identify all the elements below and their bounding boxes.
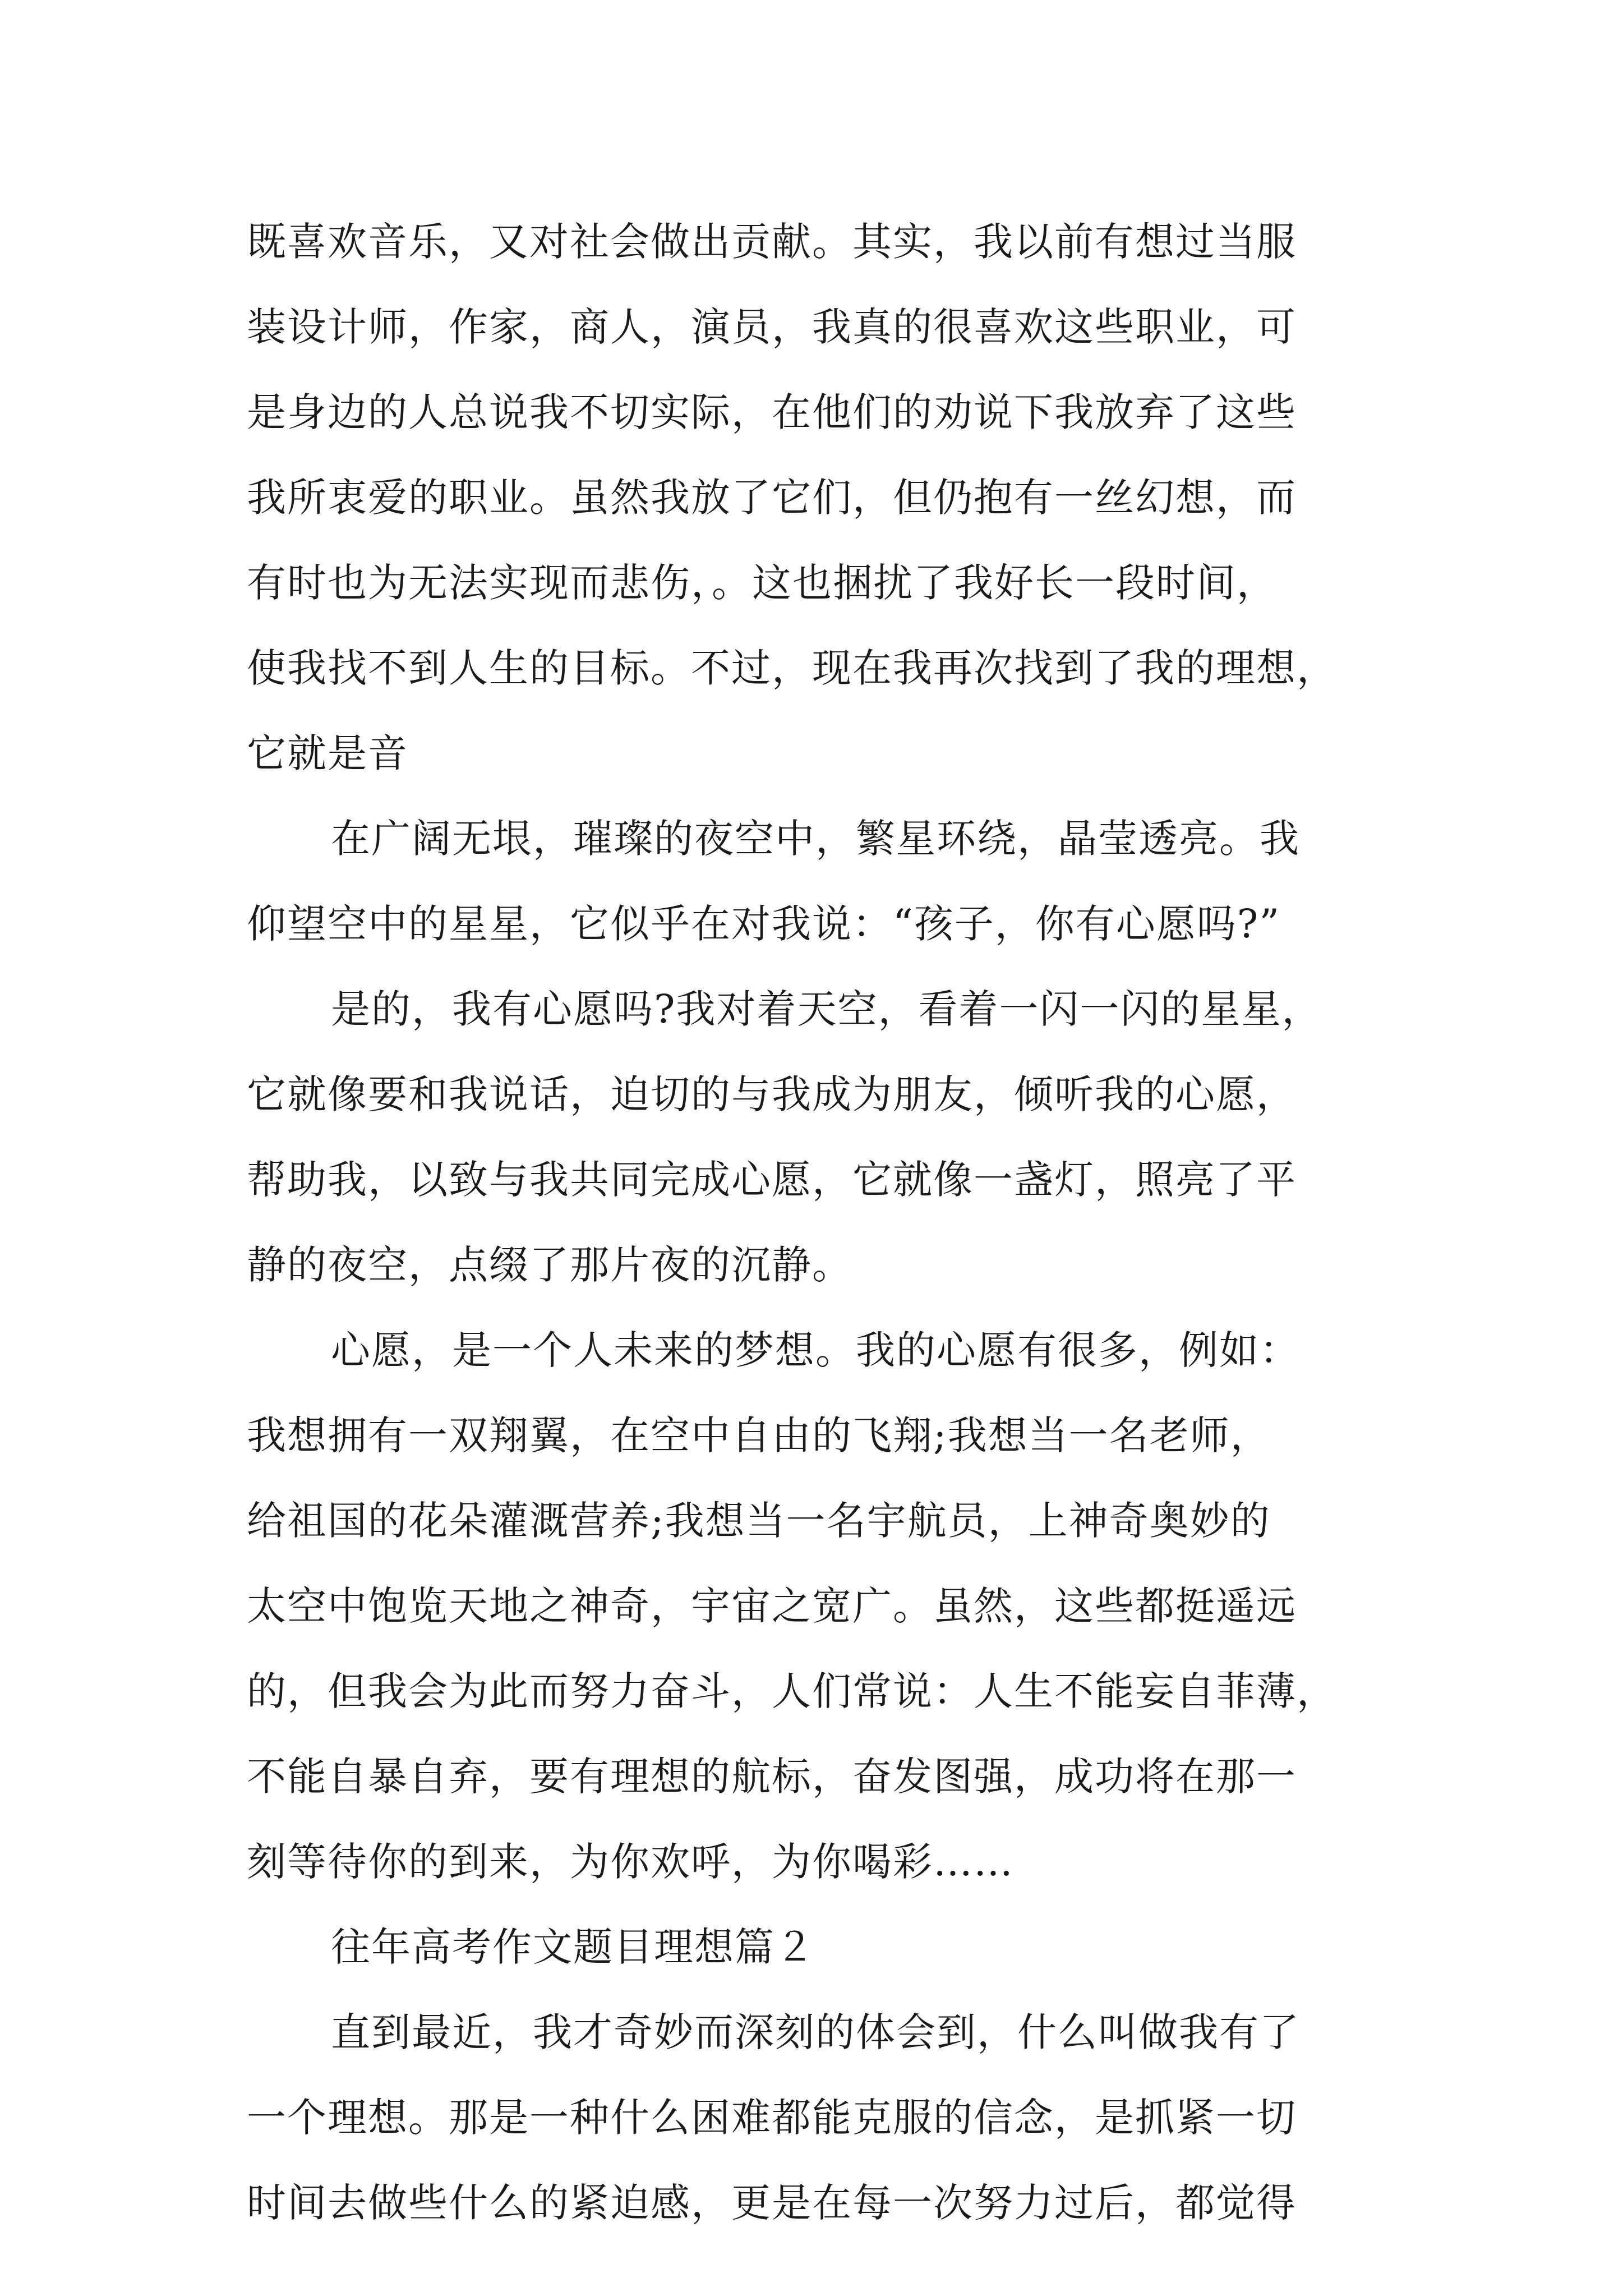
text-line: 既喜欢音乐，又对社会做出贡献。其实，我以前有想过当服 (247, 219, 1297, 265)
document-page (247, 199, 1385, 2246)
paragraph-3 (247, 967, 1385, 1308)
text-line: 心愿，是一个人未来的梦想。我的心愿有很多，例如： (331, 1327, 1300, 1373)
text-line: 不能自暴自弃，要有理想的航标，奋发图强，成功将在那一 (247, 1754, 1297, 1800)
text-line: 太空中饱览天地之神奇，宇宙之宽广。虽然，这些都挺遥远 (247, 1583, 1297, 1629)
text-line: 装设计师，作家，商人，演员，我真的很喜欢这些职业，可 (247, 304, 1297, 350)
text-line: 是的，我有心愿吗?我对着天空，看着一闪一闪的星星， (331, 986, 1322, 1032)
text-line: 给祖国的花朵灌溉营养;我想当一名宇航员，上神奇奥妙的 (247, 1498, 1271, 1544)
paragraph-6 (247, 1990, 1385, 2246)
text-line: 是身边的人总说我不切实际，在他们的劝说下我放弃了这些 (247, 389, 1297, 435)
text-line: 仰望空中的星星，它似乎在对我说：“孩子，你有心愿吗?” (247, 901, 1281, 947)
paragraph-1 (247, 199, 1385, 796)
text-line: 它就是音 (247, 730, 408, 776)
paragraph-4 (247, 1308, 1385, 1904)
heading-text: 往年高考作文题目理想篇２ (331, 1924, 815, 1970)
paragraph-2 (247, 796, 1385, 967)
text-line: 直到最近，我才奇妙而深刻的体会到，什么叫做我有了 (331, 2009, 1300, 2055)
text-line: 帮助我，以致与我共同完成心愿，它就像一盏灯，照亮了平 (247, 1157, 1297, 1203)
text-line: 静的夜空，点缀了那片夜的沉静。 (247, 1242, 852, 1288)
text-line: 在广阔无垠，璀璨的夜空中，繁星环绕，晶莹透亮。我 (331, 816, 1300, 862)
text-line: 时间去做些什么的紧迫感，更是在每一次努力过后，都觉得 (247, 2180, 1297, 2226)
section-heading (247, 1904, 1385, 1990)
text-line: 的，但我会为此而努力奋斗，人们常说：人生不能妄自菲薄， (247, 1668, 1337, 1714)
text-line: 我所衷爱的职业。虽然我放了它们，但仍抱有一丝幻想，而 (247, 475, 1297, 521)
text-line: 它就像要和我说话，迫切的与我成为朋友，倾听我的心愿， (247, 1071, 1297, 1117)
text-line: 一个理想。那是一种什么困难都能克服的信念，是抓紧一切 (247, 2095, 1297, 2141)
text-line: 刻等待你的到来，为你欢呼，为你喝彩…… (247, 1839, 1014, 1885)
text-line: 我想拥有一双翔翼，在空中自由的飞翔;我想当一名老师， (247, 1412, 1271, 1458)
text-line: 使我找不到人生的目标。不过，现在我再次找到了我的理想， (247, 645, 1337, 691)
text-line: 有时也为无法实现而悲伤，。这也捆扰了我好长一段时间， (247, 560, 1277, 606)
